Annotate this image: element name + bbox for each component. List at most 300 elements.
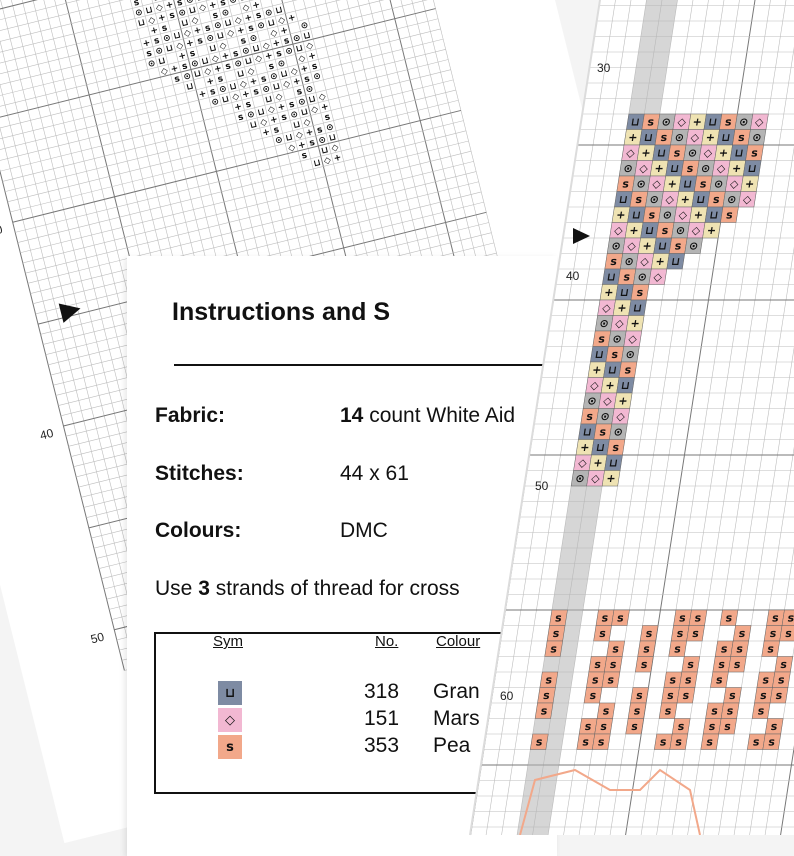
stitch-symbol: s (698, 177, 708, 191)
stitch-symbol: ◇ (614, 317, 625, 331)
stitch-symbol: + (287, 12, 297, 25)
stitch-symbol: ◇ (728, 177, 740, 191)
stitch-symbol: s (673, 642, 682, 656)
stitch-symbol: ⊙ (154, 45, 165, 58)
stitch-symbol: ⊙ (574, 472, 586, 486)
stitch-symbol: s (634, 193, 644, 207)
stitch-symbol: s (768, 627, 778, 641)
stitch-symbol: s (153, 35, 161, 47)
stitch-symbol: ◇ (613, 224, 624, 238)
stitch-symbol: + (692, 208, 705, 222)
stitch-symbol: s (784, 627, 793, 641)
stitch-symbol: ◇ (198, 2, 208, 14)
stitch-symbol: + (297, 140, 307, 152)
stitch-symbol: ⊔ (164, 43, 175, 55)
stitch-symbol: ⊙ (623, 255, 635, 269)
stitch-symbol: s (216, 74, 225, 86)
stitch-symbol: s (686, 658, 696, 672)
stitch-symbol: ◇ (305, 40, 315, 53)
stitch-symbol: + (704, 131, 717, 145)
stitch-symbol: s (774, 689, 784, 703)
stitch-symbol: s (272, 125, 281, 137)
stitch-symbol: ◇ (322, 155, 333, 167)
stitch-symbol: + (233, 101, 244, 114)
stitch-symbol: s (606, 673, 616, 687)
stitch-symbol: ⊙ (648, 193, 660, 207)
stitch-symbol: ⊙ (241, 45, 251, 58)
fabric-count: 14 (340, 404, 364, 427)
stitch-symbol: s (310, 61, 319, 73)
stitch-symbol: s (678, 611, 687, 625)
stitch-symbol: ⊙ (599, 410, 611, 424)
stitch-symbol: ◇ (159, 66, 170, 78)
stitch-symbol: ⊔ (593, 348, 605, 362)
stitch-symbol: + (641, 239, 653, 253)
stitch-symbol: s (288, 99, 296, 111)
stitch-symbol: ◇ (154, 2, 165, 14)
stitch-symbol: ◇ (210, 53, 221, 65)
stitch-symbol: ⊙ (297, 96, 307, 109)
stitch-symbol: s (295, 86, 304, 98)
stitch-symbol: ⊙ (162, 33, 172, 45)
stitch-symbol: s (247, 23, 255, 35)
stitch-symbol: ⊙ (598, 317, 610, 331)
stitch-symbol: ⊙ (264, 7, 274, 20)
stitch-symbol: s (725, 208, 734, 222)
stitch-symbol: + (205, 76, 216, 88)
stitch-symbol: ⊙ (213, 20, 223, 32)
stitch-symbol: ⊔ (243, 56, 254, 68)
stitch-symbol: s (767, 735, 776, 749)
stitch-symbol: + (332, 152, 343, 165)
stitch-symbol: ◇ (639, 255, 650, 269)
stitch-symbol: s (211, 10, 220, 22)
stitch-symbol: ⊙ (660, 115, 672, 129)
u-symbol-icon: ⊔ (224, 685, 236, 701)
stitch-symbol: + (640, 146, 652, 160)
stitch-symbol: s (608, 658, 618, 672)
stitch-symbol: s (644, 627, 654, 641)
diamond-symbol-icon: ◇ (225, 712, 235, 728)
strands-count: 3 (198, 577, 210, 600)
stitch-symbol: + (629, 317, 641, 331)
stitch-symbol: + (579, 441, 591, 455)
stitch-symbol: s (666, 689, 675, 703)
stitch-symbol: + (653, 162, 665, 176)
stitch-symbol: + (605, 472, 617, 486)
stitch-symbol: ⊔ (320, 145, 330, 157)
stitch-symbol: ⊔ (617, 193, 629, 207)
stitch-symbol: ⊔ (607, 363, 618, 377)
stitch-symbol: ◇ (677, 208, 689, 222)
stitch-symbol: ⊔ (620, 379, 631, 393)
stitch-symbol: ◇ (602, 394, 613, 408)
stitch-symbol: ◇ (742, 193, 753, 207)
legend-number-353: 353 (364, 734, 400, 757)
stitch-symbol: s (684, 673, 693, 687)
stitch-symbol: ⊙ (228, 0, 239, 7)
right-row-marker-40: 40 (566, 269, 580, 283)
stitch-symbol: ⊔ (733, 146, 745, 160)
stitch-symbol: ⊙ (624, 348, 636, 362)
stitch-symbol: s (725, 704, 735, 718)
stitch-symbol: + (220, 50, 231, 63)
stitch-symbol: ⊙ (289, 109, 300, 122)
colours-value: DMC (340, 519, 388, 542)
stitch-symbol: s (232, 48, 240, 60)
stitch-symbol: ⊙ (210, 96, 221, 109)
stitch-symbol: + (617, 394, 629, 408)
stitch-symbol: ⊔ (271, 81, 282, 93)
stitch-symbol: ⊙ (738, 115, 750, 129)
stitch-symbol: ◇ (330, 142, 340, 155)
stitch-symbol: ⊙ (726, 193, 738, 207)
stitch-symbol: s (145, 48, 154, 60)
stitch-symbol: s (779, 658, 789, 672)
stitch-symbol: ◇ (238, 78, 249, 91)
right-row-marker-60: 60 (500, 689, 514, 703)
stitch-symbol: s (252, 86, 261, 98)
stitch-symbol: ⊔ (279, 68, 289, 81)
stitch-symbol: + (603, 286, 615, 300)
stitch-symbol: + (679, 193, 691, 207)
stitch-symbol: s (673, 239, 683, 253)
stitch-symbol: + (591, 363, 603, 377)
stitch-symbol: s (642, 642, 651, 656)
stitch-symbol: ⊔ (144, 5, 154, 17)
stitch-symbol: ⊔ (236, 68, 246, 81)
stitch-symbol: s (646, 115, 656, 129)
stitch-symbol: ◇ (182, 28, 193, 40)
stitch-symbol: s (719, 642, 729, 656)
stitch-symbol: s (766, 642, 775, 656)
stitch-symbol: ◇ (601, 301, 612, 315)
stitch-symbol: ◇ (226, 28, 236, 40)
stitch-symbol: s (539, 704, 549, 718)
stitch-symbol: s (737, 131, 746, 145)
stitch-symbol: ◇ (190, 15, 200, 27)
stitch-symbol: ⊙ (325, 122, 335, 134)
stitch-symbol: + (269, 114, 279, 127)
stitch-symbol: s (581, 735, 590, 749)
stitch-symbol: s (267, 61, 276, 73)
stitch-symbol: + (164, 0, 175, 12)
stitch-symbol: s (616, 611, 625, 625)
stitch-symbol: ◇ (625, 146, 636, 160)
stitch-symbol: + (628, 224, 640, 238)
stitch-symbol: + (141, 38, 152, 50)
stitch-symbol: + (185, 38, 195, 50)
stitch-symbol: s (630, 720, 639, 734)
stitch-symbol: ◇ (715, 162, 727, 176)
stitch-symbol: s (239, 35, 248, 47)
stitch-symbol: s (303, 74, 311, 86)
stitch-symbol: ◇ (310, 104, 320, 116)
stitch-symbol: + (292, 76, 302, 88)
stitch-symbol: s (737, 627, 747, 641)
stitch-symbol: ⊙ (205, 33, 216, 45)
stitch-symbol: s (188, 48, 197, 60)
stitch-symbol: + (604, 379, 616, 393)
left-row-marker-30: 30 (0, 222, 5, 239)
stitch-symbol: s (623, 363, 633, 377)
stitch-symbol: ⊙ (182, 71, 193, 83)
fabric-label: Fabric: (155, 404, 226, 427)
stitch-symbol: ⊔ (720, 131, 732, 145)
stitch-symbol: ⊔ (136, 17, 147, 30)
stitch-symbol: s (323, 112, 332, 124)
stitch-symbol: ◇ (626, 239, 637, 253)
stitch-symbol: ◇ (651, 177, 662, 191)
stitch-symbol: s (544, 673, 554, 687)
stitch-symbol: s (554, 611, 563, 625)
legend-header-no: No. (375, 633, 399, 650)
stitch-symbol: ⊙ (612, 425, 624, 439)
stitch-symbol: s (599, 720, 608, 734)
stitch-symbol: ⊔ (284, 132, 294, 144)
stitch-symbol: s (663, 704, 673, 718)
stitch-symbol: ◇ (577, 456, 588, 470)
stitch-symbol: ◇ (638, 162, 649, 176)
stitch-symbol: s (735, 642, 744, 656)
stitch-symbol: ⊙ (246, 109, 256, 122)
stitches-label: Stitches: (155, 462, 244, 485)
stitch-symbol: s (724, 115, 733, 129)
stitch-symbol: s (209, 86, 217, 98)
stitch-symbol: s (632, 704, 642, 718)
strands-prefix: Use (155, 577, 193, 600)
stitch-symbol: s (771, 611, 780, 625)
stitch-symbol: s (588, 689, 598, 703)
stitch-symbol: s (168, 10, 177, 22)
stitch-symbol: s (601, 704, 611, 718)
stitch-symbol: ⊔ (657, 239, 668, 253)
stitch-symbol: ⊔ (594, 441, 606, 455)
legend-colour-318: Gran (433, 680, 480, 703)
stitch-symbol: s (728, 689, 737, 703)
stitch-symbol: ⊙ (687, 239, 700, 253)
stitch-symbol: ◇ (317, 91, 327, 104)
stitch-symbol: s (181, 61, 189, 73)
stitch-symbol: s (672, 146, 682, 160)
stitch-symbol: + (248, 76, 259, 88)
stitch-symbol: ⊔ (605, 270, 617, 284)
stitch-symbol: ◇ (241, 2, 251, 14)
stitch-symbol: s (132, 0, 141, 9)
stitch-symbol: ⊔ (302, 30, 312, 43)
legend-number-318: 318 (364, 680, 400, 703)
stitch-symbol: ⊔ (215, 30, 226, 42)
stitch-symbol: ◇ (652, 270, 664, 284)
stitch-symbol: + (304, 127, 315, 139)
stitch-symbol: s (660, 224, 670, 238)
stitch-symbol: ⊔ (312, 157, 322, 170)
stitch-symbol: s (658, 735, 668, 749)
stitch-symbol: ◇ (590, 472, 601, 486)
stitch-symbol: s (681, 689, 691, 703)
stitch-symbol: + (208, 0, 218, 12)
stitch-symbol: ⊔ (228, 81, 238, 93)
stitch-symbol: s (777, 673, 786, 687)
stitch-symbol: ◇ (289, 66, 299, 78)
stitch-symbol: + (271, 38, 282, 50)
stitch-symbol: s (685, 162, 695, 176)
stitch-symbol: s (300, 150, 309, 162)
stitch-symbol: s (622, 270, 632, 284)
stitch-symbol: s (260, 74, 268, 86)
stitch-symbol: ⊔ (643, 131, 654, 145)
stitch-symbol: ⊙ (661, 208, 674, 222)
left-row-marker-40: 40 (38, 425, 55, 443)
stitch-symbol: s (244, 99, 253, 111)
stitch-symbol: s (676, 720, 686, 734)
stitch-symbol: + (241, 89, 251, 101)
stitch-symbol: ◇ (261, 40, 271, 53)
stitch-symbol: ⊔ (307, 94, 317, 106)
stitch-symbol: ⊙ (674, 224, 687, 238)
right-row-marker-30: 30 (597, 61, 611, 75)
stitch-symbol: ◇ (175, 40, 185, 53)
stitch-symbol: ⊙ (185, 0, 195, 7)
stitch-symbol: + (654, 255, 666, 269)
stitch-symbol: s (196, 35, 205, 47)
stitch-symbol: ⊔ (192, 68, 203, 81)
stitch-symbol: ◇ (302, 117, 312, 129)
left-row-marker-50: 50 (89, 629, 106, 647)
stitch-symbol: ⊔ (251, 43, 261, 55)
stitch-symbol: ⊙ (622, 162, 634, 176)
stitch-symbol: ⊔ (274, 5, 284, 17)
stitch-symbol: + (627, 131, 639, 145)
stitch-symbol: s (732, 658, 742, 672)
stitch-symbol: ◇ (266, 104, 277, 116)
stitch-symbol: ◇ (218, 40, 228, 53)
stitch-symbol: ⊔ (707, 115, 719, 129)
stitch-symbol: + (320, 101, 330, 114)
stitch-symbol: ⊔ (264, 94, 274, 106)
stitch-symbol: s (204, 23, 212, 35)
stitch-symbol: ⊙ (261, 84, 272, 96)
stitch-symbol: ⊔ (256, 106, 266, 119)
fabric-text: count White Aid (369, 404, 516, 427)
stitch-symbol: ◇ (690, 224, 702, 238)
stitch-symbol: ⊔ (157, 55, 167, 68)
stitch-symbol: s (598, 627, 607, 641)
stitch-symbol: ◇ (287, 142, 297, 155)
stitch-symbol: ◇ (259, 117, 269, 129)
stitch-symbol: ⊔ (223, 17, 233, 30)
right-chart-sheet (440, 0, 794, 843)
stitch-symbol: ⊙ (292, 33, 302, 45)
stitch-symbol: s (769, 720, 779, 734)
stitch-symbol: ⊔ (208, 43, 218, 55)
stitch-symbol: ◇ (246, 66, 256, 78)
stitch-symbol: ⊔ (185, 81, 195, 93)
stitch-symbol: + (592, 456, 604, 470)
stitch-symbol: s (724, 611, 734, 625)
stitch-symbol: s (542, 689, 551, 703)
stitch-symbol: s (160, 23, 169, 35)
stitch-symbol: s (786, 611, 794, 625)
stitch-symbol: + (251, 0, 262, 12)
stitch-symbol: s (609, 255, 618, 269)
stitch-symbol: s (675, 627, 685, 641)
stitch-symbol: ⊙ (284, 45, 295, 58)
legend-header-colour: Colour (436, 633, 481, 650)
strands-suffix: strands of thread for cross (215, 577, 460, 600)
stitch-symbol: + (243, 12, 254, 25)
stitch-symbol: ⊔ (172, 30, 182, 42)
stitch-symbol: s (710, 704, 719, 718)
stitch-symbol: ⊔ (695, 193, 707, 207)
stitch-symbol: ⊙ (312, 71, 323, 83)
stitch-symbol: + (157, 12, 167, 25)
stitch-symbol: + (236, 25, 246, 37)
stitch-symbol: s (611, 441, 621, 455)
stitch-symbol: ⊔ (200, 56, 210, 68)
stitch-symbol: ⊔ (632, 301, 643, 315)
stitch-symbol: ◇ (203, 66, 213, 78)
stitch-symbol: ⊔ (248, 119, 259, 132)
stitch-symbol: ◇ (269, 28, 279, 40)
legend-colour-353: Pea (433, 734, 471, 757)
stitch-symbol: s (693, 611, 703, 625)
s-symbol-icon: s (226, 739, 234, 755)
stitch-symbol: ⊔ (220, 94, 231, 106)
stitch-symbol: ⊔ (180, 17, 190, 30)
stitch-symbol: ⊔ (670, 255, 682, 269)
stitch-symbol: ◇ (233, 15, 243, 27)
stitch-symbol: ⊙ (190, 58, 200, 71)
stitch-symbol: s (549, 642, 558, 656)
stitch-symbol: ◇ (589, 379, 600, 393)
stitch-symbol: s (715, 673, 724, 687)
stitch-symbol: s (659, 131, 669, 145)
stitch-symbol: ⊙ (751, 131, 763, 145)
stitch-symbol: ◇ (231, 91, 241, 104)
stitch-symbol: + (279, 25, 290, 37)
stitch-symbol: s (639, 658, 649, 672)
stitch-symbol: ⊙ (713, 177, 725, 191)
stitch-symbol: s (596, 735, 606, 749)
stitch-symbol: s (585, 410, 594, 424)
stitch-symbol: s (750, 146, 759, 160)
stitch-symbol: s (176, 0, 184, 9)
stitch-symbol: + (691, 115, 703, 129)
stitch-symbol: ⊙ (686, 146, 699, 160)
stitch-symbol: ◇ (297, 53, 307, 65)
stitch-symbol: ⊙ (586, 394, 598, 408)
stitch-symbol: s (593, 658, 603, 672)
stitch-symbol: s (551, 627, 561, 641)
stitch-symbol: s (761, 673, 771, 687)
stitch-symbol: s (598, 425, 608, 439)
stitch-symbol: ⊔ (746, 162, 758, 176)
stitch-symbol: ⊙ (636, 270, 648, 284)
stitch-symbol: ⊙ (146, 58, 157, 71)
stitch-symbol: ⊔ (656, 146, 667, 160)
stitch-symbol: ⊔ (187, 5, 198, 17)
stitch-symbol: ⊙ (269, 71, 279, 83)
stitch-symbol: ⊙ (611, 332, 623, 346)
stitch-symbol: s (635, 286, 645, 300)
stitch-symbol: s (712, 193, 721, 207)
stitch-symbol: ⊔ (631, 208, 642, 222)
stitch-symbol: ⊙ (134, 7, 144, 20)
stitch-symbol: ⊙ (304, 84, 315, 96)
stitch-symbol: ◇ (664, 193, 676, 207)
stitch-symbol: s (621, 177, 630, 191)
